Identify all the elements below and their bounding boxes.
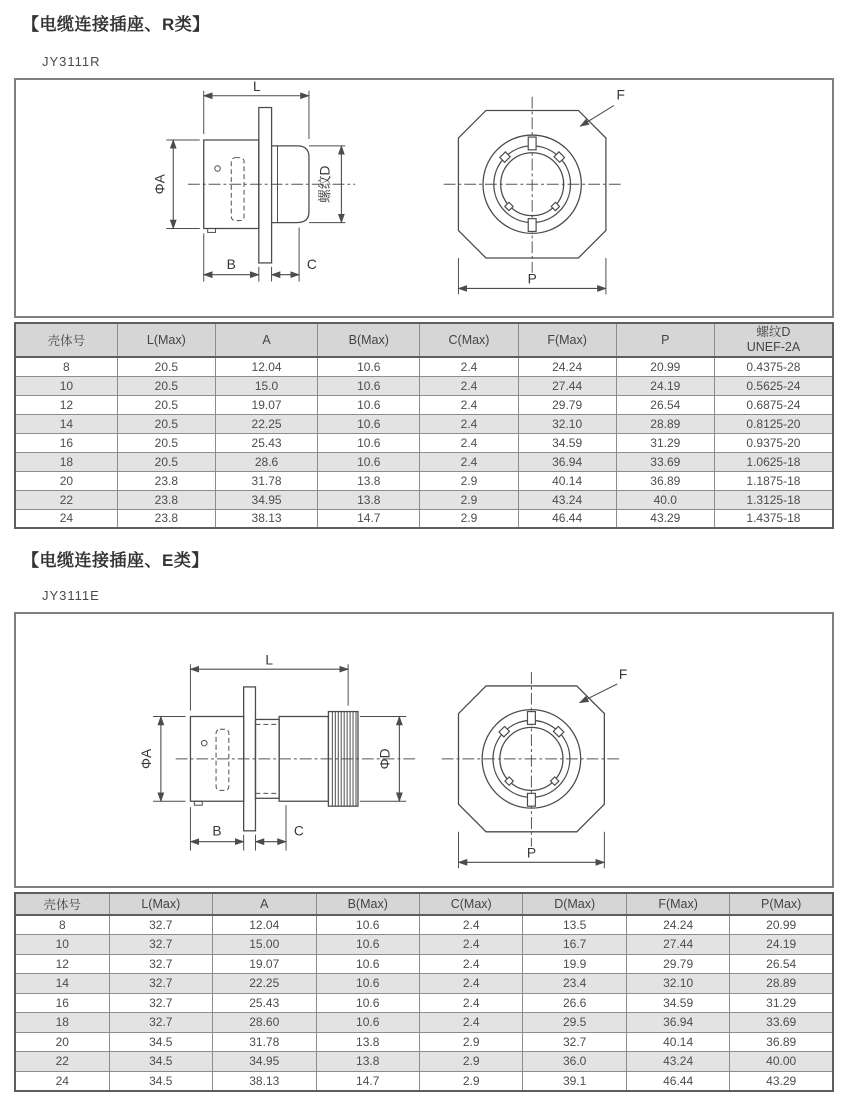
table-cell: 34.59 bbox=[518, 433, 616, 452]
table-cell: 36.89 bbox=[616, 471, 714, 490]
dim-label-phi-a: ΦA bbox=[139, 748, 155, 769]
table-cell: 38.13 bbox=[213, 1071, 316, 1091]
table-cell: 40.14 bbox=[518, 471, 616, 490]
table-cell: 27.44 bbox=[518, 376, 616, 395]
table-cell: 32.7 bbox=[109, 935, 212, 955]
table-cell: 10.6 bbox=[318, 376, 420, 395]
table-cell: 28.60 bbox=[213, 1013, 316, 1033]
side-view-r bbox=[152, 80, 355, 282]
table-cell: 31.29 bbox=[616, 433, 714, 452]
table-cell: 40.00 bbox=[730, 1052, 833, 1072]
table-cell: 10.6 bbox=[318, 433, 420, 452]
table-cell: 33.69 bbox=[616, 452, 714, 471]
table-cell: 13.8 bbox=[316, 1052, 419, 1072]
table-row bbox=[15, 433, 833, 452]
table-cell: 18 bbox=[15, 1013, 109, 1033]
side-view-e bbox=[139, 652, 416, 850]
drawing-panel-r bbox=[14, 78, 834, 318]
table-cell: 46.44 bbox=[626, 1071, 729, 1091]
table-cell: 12.04 bbox=[215, 357, 317, 376]
table-cell: 2.9 bbox=[419, 1032, 522, 1052]
dim-label-thread-d: 螺纹D bbox=[317, 165, 333, 203]
table-cell: 31.78 bbox=[213, 1032, 316, 1052]
table-cell: 28.89 bbox=[730, 974, 833, 994]
table-cell: 33.69 bbox=[730, 1013, 833, 1033]
table-cell: 16 bbox=[15, 993, 109, 1013]
table-row bbox=[15, 1013, 833, 1033]
table-cell: 24 bbox=[15, 509, 117, 528]
table-cell: 29.79 bbox=[626, 954, 729, 974]
table-row bbox=[15, 974, 833, 994]
table-cell: 0.5625-24 bbox=[714, 376, 833, 395]
table-cell: 36.89 bbox=[730, 1032, 833, 1052]
table-cell: 1.1875-18 bbox=[714, 471, 833, 490]
table-cell: 34.95 bbox=[215, 490, 317, 509]
table-cell: 24.19 bbox=[730, 935, 833, 955]
table-cell: 20.5 bbox=[117, 395, 215, 414]
table-cell: 14 bbox=[15, 414, 117, 433]
table-cell: 20 bbox=[15, 1032, 109, 1052]
table-cell: 10.6 bbox=[318, 414, 420, 433]
table-cell: 39.1 bbox=[523, 1071, 626, 1091]
table-cell: 34.59 bbox=[626, 993, 729, 1013]
front-view-r bbox=[444, 88, 625, 295]
table-cell: 26.54 bbox=[616, 395, 714, 414]
technical-drawing-e bbox=[16, 614, 832, 886]
table-cell: 29.5 bbox=[523, 1013, 626, 1033]
table-cell: 22.25 bbox=[213, 974, 316, 994]
table-cell: 36.94 bbox=[518, 452, 616, 471]
header-cell: L(Max) bbox=[117, 323, 215, 357]
dim-label-l: L bbox=[265, 652, 274, 668]
table-row bbox=[15, 414, 833, 433]
table-cell: 43.29 bbox=[730, 1071, 833, 1091]
table-cell: 32.10 bbox=[626, 974, 729, 994]
section-title-e: 【电缆连接插座、E类】 bbox=[22, 551, 209, 570]
table-cell: 29.79 bbox=[518, 395, 616, 414]
table-cell: 23.4 bbox=[523, 974, 626, 994]
table-cell: 16 bbox=[15, 433, 117, 452]
header-cell: F(Max) bbox=[626, 893, 729, 915]
table-cell: 32.7 bbox=[109, 1013, 212, 1033]
table-cell: 18 bbox=[15, 452, 117, 471]
table-cell: 0.9375-20 bbox=[714, 433, 833, 452]
table-cell: 40.0 bbox=[616, 490, 714, 509]
table-cell: 26.54 bbox=[730, 954, 833, 974]
table-cell: 15.0 bbox=[215, 376, 317, 395]
header-cell: C(Max) bbox=[419, 893, 522, 915]
header-cell: D(Max) bbox=[523, 893, 626, 915]
table-cell: 1.0625-18 bbox=[714, 452, 833, 471]
table-row bbox=[15, 993, 833, 1013]
table-cell: 2.4 bbox=[419, 935, 522, 955]
header-cell: P(Max) bbox=[730, 893, 833, 915]
table-row bbox=[15, 954, 833, 974]
table-cell: 2.4 bbox=[419, 1013, 522, 1033]
table-cell: 2.4 bbox=[419, 915, 522, 935]
table-cell: 19.9 bbox=[523, 954, 626, 974]
section-title-r: 【电缆连接插座、R类】 bbox=[22, 15, 210, 34]
table-cell: 0.6875-24 bbox=[714, 395, 833, 414]
table-cell: 43.24 bbox=[518, 490, 616, 509]
table-cell: 34.5 bbox=[109, 1071, 212, 1091]
table-cell: 2.9 bbox=[419, 1052, 522, 1072]
table-cell: 20.99 bbox=[730, 915, 833, 935]
table-cell: 36.0 bbox=[523, 1052, 626, 1072]
table-cell: 2.9 bbox=[420, 490, 518, 509]
spec-table-e bbox=[14, 892, 834, 1092]
dim-label-f: F bbox=[618, 667, 628, 683]
front-view-e bbox=[442, 667, 628, 868]
table-cell: 32.7 bbox=[109, 993, 212, 1013]
header-cell: B(Max) bbox=[318, 323, 420, 357]
table-cell: 13.8 bbox=[318, 471, 420, 490]
table-cell: 20.5 bbox=[117, 376, 215, 395]
dim-label-b: B bbox=[212, 823, 222, 839]
table-cell: 2.4 bbox=[420, 452, 518, 471]
technical-drawing-r bbox=[16, 80, 832, 316]
table-cell: 40.14 bbox=[626, 1032, 729, 1052]
table-cell: 31.29 bbox=[730, 993, 833, 1013]
dim-label-phi-d: ΦD bbox=[377, 748, 393, 770]
table-cell: 20.5 bbox=[117, 414, 215, 433]
spec-table-r bbox=[14, 322, 834, 529]
table-cell: 1.3125-18 bbox=[714, 490, 833, 509]
dim-label-c: C bbox=[306, 256, 317, 272]
table-cell: 20 bbox=[15, 471, 117, 490]
table-row bbox=[15, 935, 833, 955]
table-cell: 32.7 bbox=[523, 1032, 626, 1052]
table-cell: 0.8125-20 bbox=[714, 414, 833, 433]
dim-label-p: P bbox=[527, 271, 537, 287]
table-cell: 8 bbox=[15, 357, 117, 376]
table-cell: 28.89 bbox=[616, 414, 714, 433]
header-cell: C(Max) bbox=[420, 323, 518, 357]
header-cell: 壳体号 bbox=[15, 323, 117, 357]
table-cell: 32.10 bbox=[518, 414, 616, 433]
table-cell: 20.5 bbox=[117, 433, 215, 452]
table-cell: 36.94 bbox=[626, 1013, 729, 1033]
table-cell: 32.7 bbox=[109, 954, 212, 974]
dim-label-p: P bbox=[526, 845, 537, 861]
table-cell: 32.7 bbox=[109, 915, 212, 935]
table-cell: 34.5 bbox=[109, 1032, 212, 1052]
table-cell: 2.4 bbox=[420, 433, 518, 452]
table-cell: 14.7 bbox=[318, 509, 420, 528]
table-cell: 24.24 bbox=[518, 357, 616, 376]
table-cell: 16.7 bbox=[523, 935, 626, 955]
table-cell: 43.29 bbox=[616, 509, 714, 528]
header-cell: A bbox=[213, 893, 316, 915]
table-cell: 19.07 bbox=[213, 954, 316, 974]
table-cell: 43.24 bbox=[626, 1052, 729, 1072]
table-cell: 2.4 bbox=[420, 357, 518, 376]
table-row bbox=[15, 915, 833, 935]
table-cell: 12 bbox=[15, 954, 109, 974]
dim-label-phi-a: ΦA bbox=[152, 174, 168, 195]
table-cell: 23.8 bbox=[117, 471, 215, 490]
dim-label-l: L bbox=[253, 80, 261, 94]
table-cell: 34.5 bbox=[109, 1052, 212, 1072]
table-cell: 10.6 bbox=[316, 935, 419, 955]
table-cell: 12.04 bbox=[213, 915, 316, 935]
table-cell: 2.9 bbox=[419, 1071, 522, 1091]
table-cell: 28.6 bbox=[215, 452, 317, 471]
table-cell: 13.8 bbox=[318, 490, 420, 509]
table-cell: 0.4375-28 bbox=[714, 357, 833, 376]
table-cell: 1.4375-18 bbox=[714, 509, 833, 528]
table-cell: 23.8 bbox=[117, 490, 215, 509]
table-cell: 34.95 bbox=[213, 1052, 316, 1072]
table-cell: 2.4 bbox=[420, 395, 518, 414]
table-cell: 22.25 bbox=[215, 414, 317, 433]
table-cell: 10 bbox=[15, 935, 109, 955]
table-cell: 22 bbox=[15, 1052, 109, 1072]
model-code-r: JY3111R bbox=[42, 54, 101, 69]
table-cell: 2.4 bbox=[420, 376, 518, 395]
table-cell: 10 bbox=[15, 376, 117, 395]
table-cell: 15.00 bbox=[213, 935, 316, 955]
table-cell: 13.5 bbox=[523, 915, 626, 935]
table-row bbox=[15, 357, 833, 376]
table-cell: 19.07 bbox=[215, 395, 317, 414]
table-cell: 20.99 bbox=[616, 357, 714, 376]
table-cell: 2.9 bbox=[420, 471, 518, 490]
table-cell: 10.6 bbox=[316, 974, 419, 994]
table-header-row bbox=[15, 323, 833, 357]
table-cell: 24.19 bbox=[616, 376, 714, 395]
dim-label-b: B bbox=[226, 256, 236, 272]
table-cell: 27.44 bbox=[626, 935, 729, 955]
table-cell: 10.6 bbox=[318, 357, 420, 376]
header-cell: A bbox=[215, 323, 317, 357]
table-cell: 31.78 bbox=[215, 471, 317, 490]
table-row bbox=[15, 1071, 833, 1091]
table-cell: 8 bbox=[15, 915, 109, 935]
table-cell: 12 bbox=[15, 395, 117, 414]
table-cell: 2.4 bbox=[419, 993, 522, 1013]
header-cell: B(Max) bbox=[316, 893, 419, 915]
table-cell: 14 bbox=[15, 974, 109, 994]
table-cell: 25.43 bbox=[213, 993, 316, 1013]
table-cell: 38.13 bbox=[215, 509, 317, 528]
table-cell: 20.5 bbox=[117, 357, 215, 376]
thread-header-line2: UNEF-2A bbox=[746, 340, 801, 354]
table-cell: 20.5 bbox=[117, 452, 215, 471]
table-cell: 10.6 bbox=[316, 1013, 419, 1033]
table-cell: 10.6 bbox=[316, 915, 419, 935]
table-cell: 10.6 bbox=[316, 993, 419, 1013]
table-row bbox=[15, 471, 833, 490]
table-cell: 24 bbox=[15, 1071, 109, 1091]
dim-label-f: F bbox=[616, 87, 625, 103]
table-row bbox=[15, 490, 833, 509]
table-cell: 14.7 bbox=[316, 1071, 419, 1091]
table-row bbox=[15, 509, 833, 528]
table-cell: 32.7 bbox=[109, 974, 212, 994]
header-cell: L(Max) bbox=[109, 893, 212, 915]
table-cell: 10.6 bbox=[318, 395, 420, 414]
table-cell: 2.9 bbox=[420, 509, 518, 528]
table-cell: 24.24 bbox=[626, 915, 729, 935]
table-row bbox=[15, 452, 833, 471]
table-cell: 2.4 bbox=[420, 414, 518, 433]
table-row bbox=[15, 376, 833, 395]
table-cell: 26.6 bbox=[523, 993, 626, 1013]
table-row bbox=[15, 395, 833, 414]
table-cell: 46.44 bbox=[518, 509, 616, 528]
table-row bbox=[15, 1032, 833, 1052]
header-cell: F(Max) bbox=[518, 323, 616, 357]
table-cell: 25.43 bbox=[215, 433, 317, 452]
table-cell: 2.4 bbox=[419, 974, 522, 994]
thread-header-line1: 螺纹D bbox=[756, 325, 791, 339]
table-cell: 2.4 bbox=[419, 954, 522, 974]
table-cell: 10.6 bbox=[318, 452, 420, 471]
table-row bbox=[15, 1052, 833, 1072]
header-cell-thread bbox=[714, 323, 833, 357]
dim-label-c: C bbox=[293, 823, 304, 839]
table-cell: 22 bbox=[15, 490, 117, 509]
header-cell: 壳体号 bbox=[15, 893, 109, 915]
model-code-e: JY3111E bbox=[42, 588, 100, 603]
table-cell: 23.8 bbox=[117, 509, 215, 528]
table-cell: 13.8 bbox=[316, 1032, 419, 1052]
drawing-panel-e bbox=[14, 612, 834, 888]
table-cell: 10.6 bbox=[316, 954, 419, 974]
header-cell: P bbox=[616, 323, 714, 357]
table-header-row bbox=[15, 893, 833, 915]
